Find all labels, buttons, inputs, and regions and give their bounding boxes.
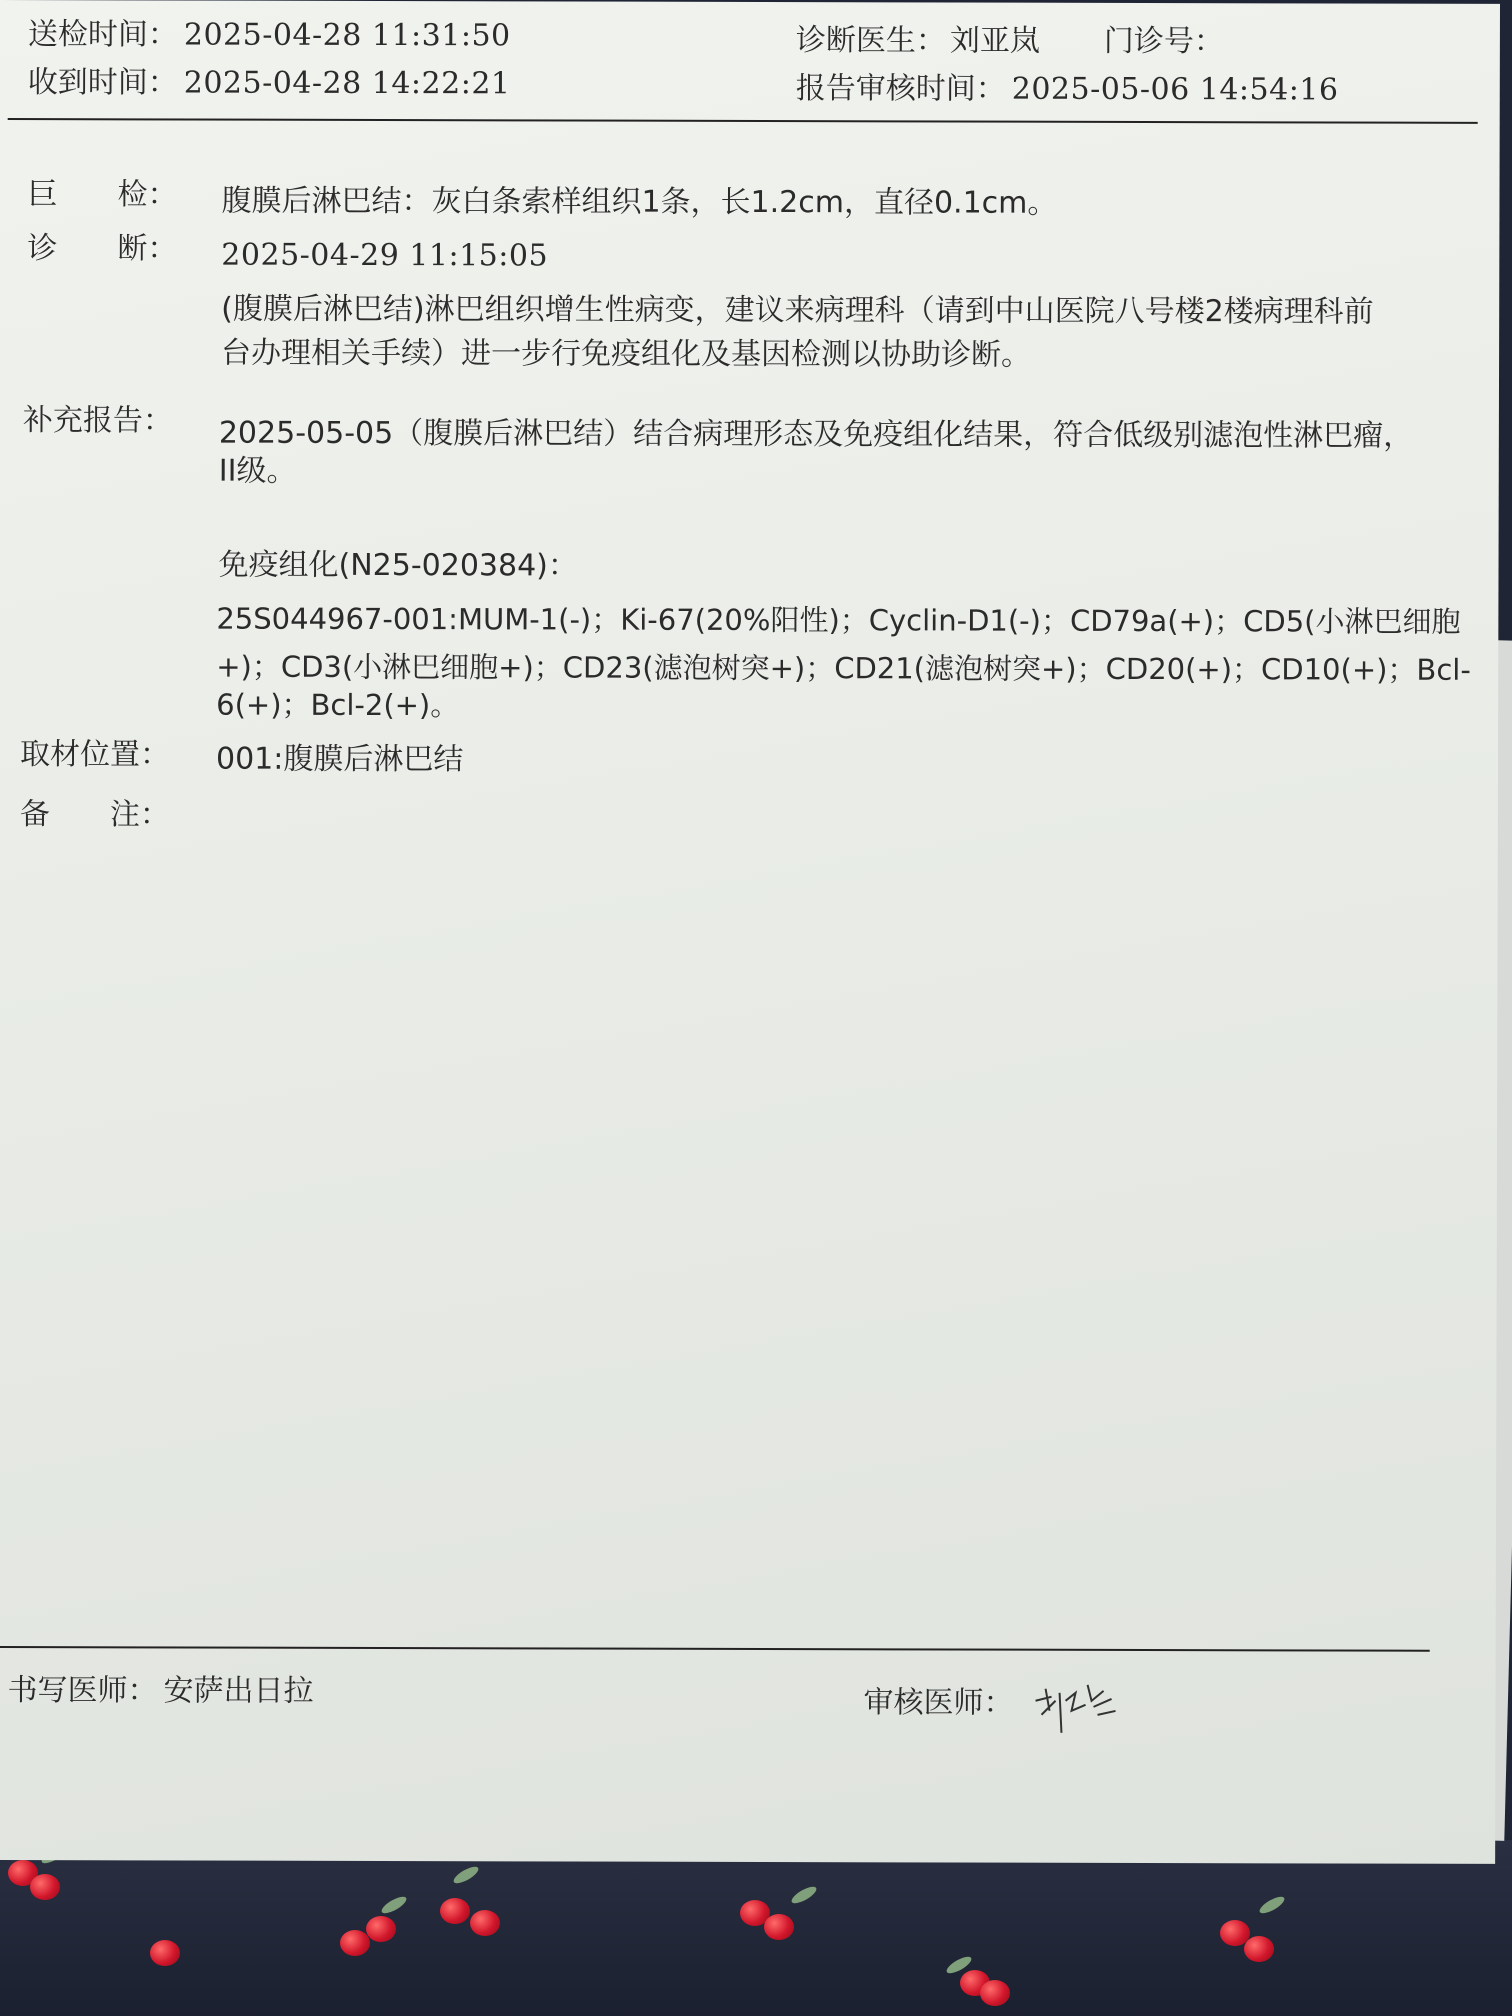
ihc-title: 免疫组化(N25-020384)：: [218, 547, 578, 584]
writer-value: 安萨出日拉: [163, 1673, 314, 1709]
reviewer-label: 审核医师：: [863, 1685, 1014, 1721]
diagnosis-line-2: 台办理相关手续）进一步行免疫组化及基因检测以协助诊断。: [221, 335, 1032, 373]
receive-time-value: 2025-04-28 14:22:21: [183, 65, 511, 102]
clinic-no-label: 门诊号：: [1103, 23, 1224, 60]
diagnosis-line-1: (腹膜后淋巴结)淋巴组织增生性病变，建议来病理科（请到中山医院八号楼2楼病理科前: [221, 291, 1374, 330]
ihc-line-2: +)；CD3(小淋巴细胞+)；CD23(滤泡树突+)；CD21(滤泡树突+)；CD20(+)；CD10(+)；Bcl-: [216, 649, 1471, 687]
leaf-icon: [1257, 1894, 1286, 1917]
diagnosis-label: 诊 断：: [27, 231, 178, 267]
leaf-icon: [451, 1864, 480, 1887]
review-time-label: 报告审核时间：: [795, 71, 1006, 107]
ihc-line-3: 6(+)；Bcl-2(+)。: [216, 687, 460, 723]
diagnosis-date: 2025-04-29 11:15:05: [221, 237, 549, 274]
cherry-icon: [764, 1914, 794, 1940]
supplement-label: 补充报告：: [22, 403, 173, 439]
cherry-icon: [340, 1930, 370, 1956]
cherry-icon: [470, 1910, 500, 1936]
cherry-icon: [980, 1980, 1010, 2006]
fabric-background: [0, 1840, 1512, 2016]
sampling-label: 取材位置：: [19, 737, 171, 773]
cherry-icon: [366, 1916, 396, 1942]
cherry-icon: [440, 1898, 470, 1924]
sampling-text: 001:腹膜后淋巴结: [215, 741, 464, 778]
review-time-value: 2025-05-06 14:54:16: [1011, 71, 1339, 108]
leaf-icon: [379, 1894, 408, 1917]
remarks-label: 备 注：: [19, 797, 170, 833]
ihc-line-1: 25S044967-001:MUM-1(-)；Ki-67(20%阳性)；Cyclin-D1(-)；CD79a(+)；CD5(小淋巴细胞: [216, 601, 1461, 639]
supplement-line-2: II级。: [218, 453, 297, 489]
gross-text: 腹膜后淋巴结：灰白条索样组织1条，长1.2cm，直径0.1cm。: [221, 183, 1058, 221]
cherry-icon: [30, 1874, 60, 1900]
reviewer-signature: [1031, 1671, 1121, 1751]
send-time-label: 送检时间：: [27, 17, 178, 53]
cherry-icon: [150, 1940, 180, 1966]
writer-label: 书写医师：: [7, 1673, 158, 1709]
header-divider: [8, 118, 1478, 124]
doctor-label: 诊断医生：: [795, 23, 946, 59]
doctor-value: 刘亚岚: [949, 23, 1040, 59]
leaf-icon: [789, 1884, 818, 1907]
cherry-icon: [1244, 1936, 1274, 1962]
gross-label: 巨 检：: [27, 177, 178, 213]
receive-time-label: 收到时间：: [27, 65, 178, 101]
send-time-value: 2025-04-28 11:31:50: [183, 17, 511, 54]
supplement-line-1: 2025-05-05（腹膜后淋巴结）结合病理形态及免疫组化结果，符合低级别滤泡性淋巴瘤，: [218, 415, 1414, 454]
footer-divider: [0, 1646, 1430, 1652]
